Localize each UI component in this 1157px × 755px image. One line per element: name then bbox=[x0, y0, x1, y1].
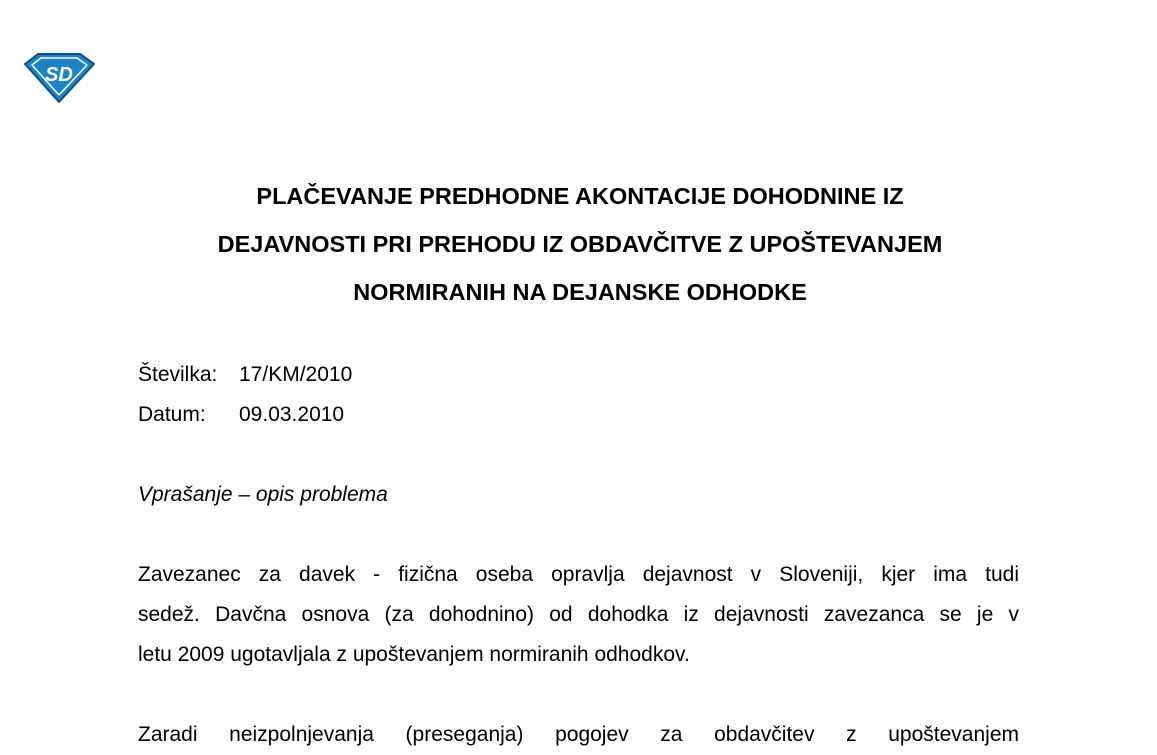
svg-text:SD: SD bbox=[45, 64, 73, 86]
paragraph-line: letu 2009 ugotavljala z upoštevanjem normiranih odhodkov. bbox=[138, 643, 690, 666]
number-value: 17/KM/2010 bbox=[239, 363, 353, 386]
document-title bbox=[130, 172, 1030, 316]
date-label: Datum: bbox=[138, 403, 206, 426]
title-line: DEJAVNOSTI PRI PREHODU IZ OBDAVČITVE Z UPOŠTEVANJEM bbox=[217, 231, 943, 257]
title-line: PLAČEVANJE PREDHODNE AKONTACIJE DOHODNINE IZ bbox=[256, 183, 904, 209]
section-heading: Vprašanje – opis problema bbox=[138, 483, 388, 506]
document-meta bbox=[138, 355, 352, 435]
number-label: Številka: bbox=[138, 363, 218, 386]
paragraph-line: sedež. Davčna osnova (za dohodnino) od dohodka iz dejavnosti zavezanca se je v bbox=[138, 603, 1019, 626]
paragraph-line: Zaradi neizpolnjevanja (preseganja) pogojev za obdavčitev z upoštevanjem bbox=[138, 723, 1019, 746]
body-paragraph bbox=[138, 715, 1019, 755]
paragraph-line: Zavezanec za davek - fizična oseba opravlja dejavnost v Sloveniji, kjer ima tudi bbox=[138, 563, 1019, 586]
title-line: NORMIRANIH NA DEJANSKE ODHODKE bbox=[353, 279, 807, 305]
date-value: 09.03.2010 bbox=[239, 403, 345, 426]
number-row bbox=[138, 355, 352, 395]
date-row bbox=[138, 395, 352, 435]
company-logo bbox=[22, 48, 96, 104]
body-paragraph bbox=[138, 555, 1019, 675]
